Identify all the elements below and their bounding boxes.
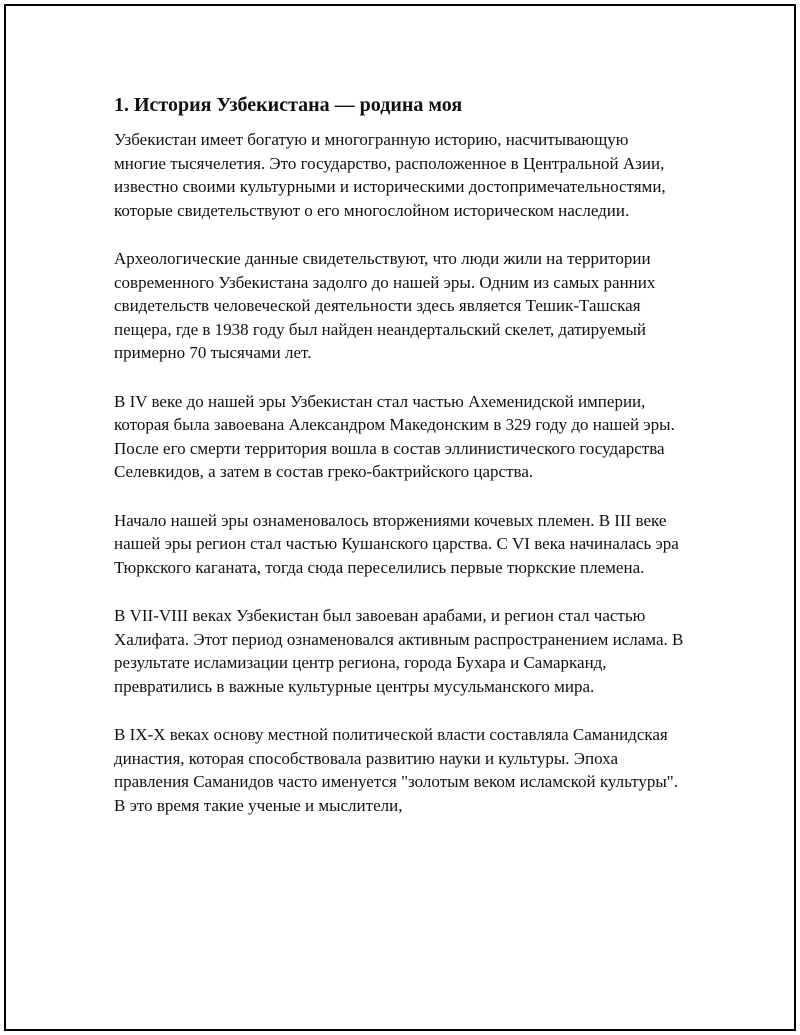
paragraph-5: В VII-VIII веках Узбекистан был завоеван арабами, и регион стал частью Халифата. Этот период ознаменовался активным распространением ислама. В результате исламизации центр региона, города Бухара и Самарканд, превратились в важные культурные центры мусульманского мира. [114, 606, 684, 696]
paragraph-2: Археологические данные свидетельствуют, что люди жили на территории современного Узбекистана задолго до нашей эры. Одним из самых ранних свидетельств человеческой деятельности здесь является Тешик-Ташская пещера, где в 1938 году был найден неандертальский скелет, датируемый примерно 70 тысячами лет. [114, 249, 656, 362]
paragraph-4: Начало нашей эры ознаменовалось вторжениями кочевых племен. В III веке нашей эры регион стал частью Кушанского царства. С VI века начиналась эра Тюркского каганата, тогда сюда переселились первые тюркские племена. [114, 510, 679, 577]
paragraph-1: Узбекистан имеет богатую и многогранную историю, насчитывающую многие тысячелетия. Это государство, расположенное в Центральной Азии, известно своими культурными и историческими достопримечательностями, которые свидетельствуют о его многослойном историческом наследии. [114, 130, 666, 220]
paragraph-3: В IV веке до нашей эры Узбекистан стал частью Ахеменидской империи, которая была завоевана Александром Македонским в 329 году до нашей эры. После его смерти территория вошла в состав эллинистического государства Селевкидов, а затем в состав греко-бактрийского царства. [114, 391, 675, 481]
document-title: 1. История Узбекистана — родина моя [114, 94, 463, 116]
paragraph-6: В IX-X веках основу местной политической власти составляла Саманидская династия, которая способствовала развитию науки и культуры. Эпоха правления Саманидов часто именуется "золотым веком исламской культуры". В это время такие ученые и мыслители, [114, 725, 678, 815]
document-body [114, 92, 684, 842]
